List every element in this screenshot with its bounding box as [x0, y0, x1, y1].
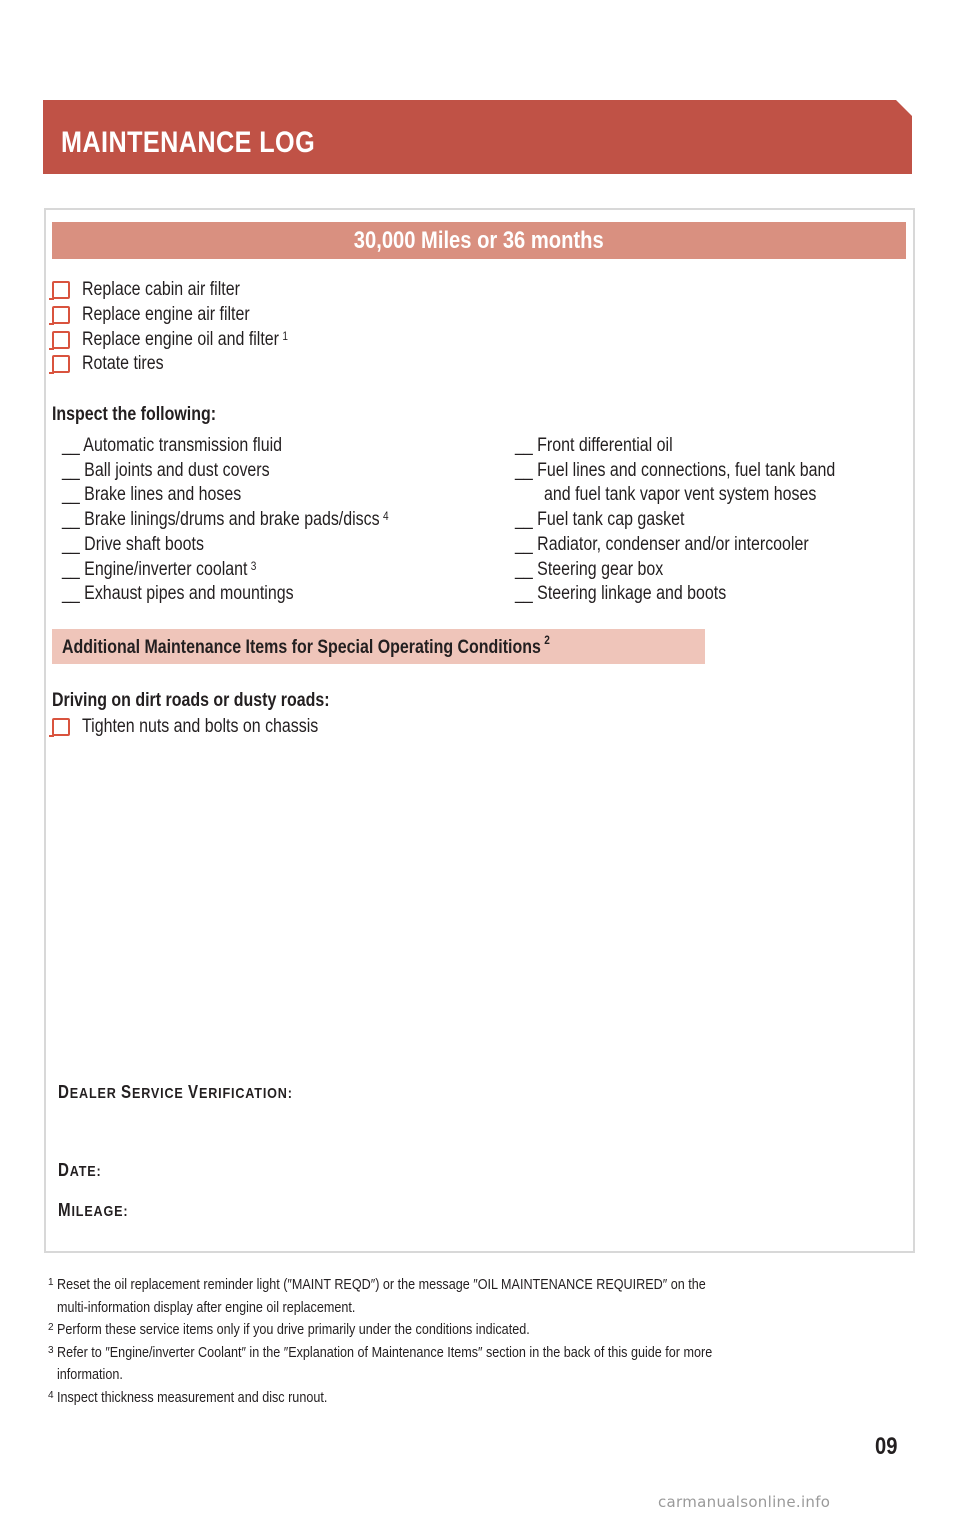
footnotes — [48, 1274, 928, 1409]
inspect-item: __ Ball joints and dust covers — [62, 460, 270, 481]
footnote-ref: 1 — [282, 329, 288, 343]
inspect-item: __ Brake lines and hoses — [62, 484, 242, 505]
page-title: MAINTENANCE LOG — [61, 126, 316, 159]
inspect-item: __ Drive shaft boots — [62, 534, 204, 555]
inspect-item: __ Radiator, condenser and/or intercooler — [515, 534, 809, 555]
inspect-heading: Inspect the following: — [52, 404, 217, 425]
inspect-item: __ Fuel tank cap gasket — [515, 509, 685, 530]
additional-title: Additional Maintenance Items for Special Operating Conditions $^2$ — [62, 633, 550, 658]
footnote-ref: 4 — [382, 509, 389, 523]
watermark: carmanualsonline.info — [658, 1493, 831, 1511]
condition-heading: Driving on dirt roads or dusty roads: — [52, 690, 330, 711]
footnote: 4 Inspect thickness measurement and disc runout. — [48, 1388, 328, 1406]
inspect-item: __ Exhaust pipes and mountings — [62, 583, 294, 604]
interval-title: 30,000 Miles or 36 months — [354, 227, 604, 254]
dealer-verification-label: DEALER SERVICE VERIFICATION: — [58, 1082, 293, 1102]
mileage-label: MILEAGE: — [58, 1200, 129, 1220]
checkbox[interactable] — [52, 355, 70, 373]
inspect-item-continued: and fuel tank vapor vent system hoses — [544, 484, 817, 505]
date-label: DATE: — [58, 1160, 102, 1180]
checkbox[interactable] — [52, 306, 70, 324]
footnote: 3 Refer to ″Engine/inverter Coolant″ in the ″Explanation of Maintenance Items″ section in the back of this guide for more information. — [48, 1343, 713, 1383]
footnote-ref: 2 — [544, 633, 550, 647]
checkbox[interactable] — [52, 718, 70, 736]
footnote: 2 Perform these service items only if you drive primarily under the conditions indicated. — [48, 1321, 530, 1338]
inspect-item: __ Brake linings/drums and brake pads/discs $^4$ — [62, 509, 389, 530]
inspect-item: __ Automatic transmission fluid — [62, 435, 283, 456]
inspect-item: __ Engine/inverter coolant $^3$ — [62, 559, 257, 580]
footnote: 1 Reset the oil replacement reminder light (″MAINT REQD″) or the message ″OIL MAINTENANCE REQUIRED″ on the multi-information display after engine oil replacement. — [48, 1276, 706, 1316]
inspect-item: __ Front differential oil — [515, 435, 673, 456]
checkbox[interactable] — [52, 331, 70, 349]
inspect-item: __ Fuel lines and connections, fuel tank band — [515, 460, 836, 481]
footnote-ref: 3 — [250, 559, 257, 573]
page-number: 09 — [875, 1433, 898, 1460]
inspect-item: __ Steering gear box — [515, 559, 664, 580]
inspect-item: __ Steering linkage and boots — [515, 583, 727, 604]
checkbox[interactable] — [52, 281, 70, 299]
